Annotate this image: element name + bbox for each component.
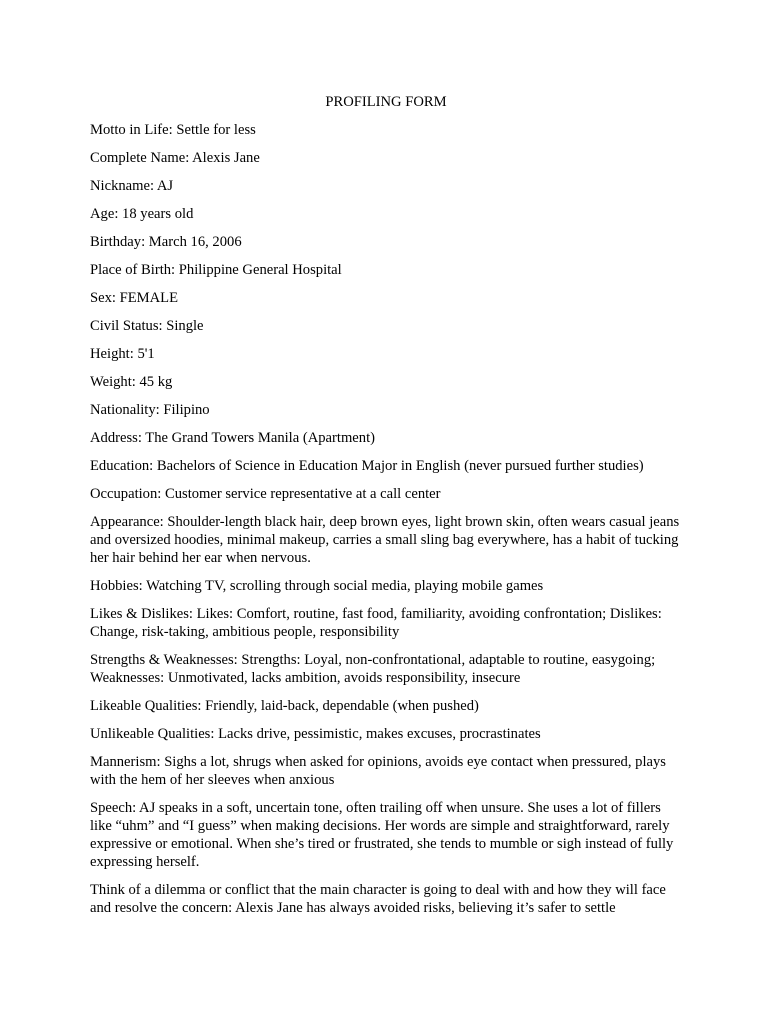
field-value: AJ [156,178,174,194]
field-height [90,345,682,363]
document-page [90,93,682,927]
field-value: FEMALE [119,290,178,306]
field-address [90,429,682,447]
field-label: Think of a dilemma or conflict that the main character is going to deal with and how they will face and resolve the concern: [90,882,666,916]
field-education [90,457,682,475]
field-label: Place of Birth: [90,262,176,278]
field-label: Hobbies: [90,578,143,594]
field-nickname [90,177,682,195]
field-label: Mannerism: [90,754,161,770]
field-value: Lacks drive, pessimistic, makes excuses, procrastinates [218,726,541,742]
field-value: 18 years old [122,206,194,222]
field-value: 45 kg [139,374,173,390]
field-speech [90,799,682,871]
field-age [90,205,682,223]
field-value: March 16, 2006 [148,234,242,250]
field-value: The Grand Towers Manila (Apartment) [145,430,375,446]
field-strengths-weaknesses [90,651,682,687]
field-label: Occupation: [90,486,162,502]
field-likeable-qualities [90,697,682,715]
field-label: Strengths & Weaknesses: [90,652,238,668]
field-label: Unlikeable Qualities: [90,726,215,742]
field-sex [90,289,682,307]
field-value: Alexis Jane has always avoided risks, believing it’s safer to settle [235,900,616,916]
field-label: Likeable Qualities: [90,698,202,714]
field-value: Philippine General Hospital [178,262,342,278]
field-mannerism [90,753,682,789]
field-value: Settle for less [176,122,256,138]
field-value: Single [166,318,204,334]
field-label: Complete Name: [90,150,190,166]
field-value: AJ speaks in a soft, uncertain tone, often trailing off when unsure. She uses a lot of fillers like “uhm” and “I guess” when making decisions. Her words are simple and straightforward, rarely expressive or emotional. When she’s tired or frustrated, she tends to mumble or sigh instead of fully expressing herself. [90,800,674,870]
field-dilemma [90,881,682,917]
field-label: Appearance: [90,514,164,530]
field-label: Address: [90,430,142,446]
field-label: Education: [90,458,154,474]
field-motto [90,121,682,139]
field-label: Nickname: [90,178,155,194]
field-civil-status [90,317,682,335]
field-label: Weight: [90,374,136,390]
field-value: Filipino [163,402,210,418]
field-likes-dislikes [90,605,682,641]
field-hobbies [90,577,682,595]
field-value: Likes: Comfort, routine, fast food, familiarity, avoiding confrontation; Dislikes: Change, risk-taking, ambitious people, responsibility [90,606,662,640]
field-value: 5'1 [137,346,155,362]
field-label: Likes & Dislikes: [90,606,193,622]
field-label: Age: [90,206,119,222]
field-value: Sighs a lot, shrugs when asked for opinions, avoids eye contact when pressured, plays with the hem of her sleeves when anxious [90,754,666,788]
field-weight [90,373,682,391]
field-value: Alexis Jane [192,150,260,166]
field-value: Bachelors of Science in Education Major in English (never pursued further studies) [156,458,644,474]
field-value: Customer service representative at a call center [164,486,441,502]
field-place-of-birth [90,261,682,279]
field-appearance [90,513,682,567]
field-value: Friendly, laid-back, dependable (when pushed) [205,698,479,714]
field-nationality [90,401,682,419]
field-value: Watching TV, scrolling through social media, playing mobile games [146,578,544,594]
field-label: Height: [90,346,134,362]
field-label: Civil Status: [90,318,163,334]
field-occupation [90,485,682,503]
field-label: Speech: [90,800,137,816]
field-unlikeable-qualities [90,725,682,743]
field-label: Motto in Life: [90,122,173,138]
field-label: Birthday: [90,234,146,250]
field-value: Shoulder-length black hair, deep brown eyes, light brown skin, often wears casual jeans and oversized hoodies, minimal makeup, carries a small sling bag everywhere, has a habit of tucking her hair behind her ear when nervous. [90,514,680,566]
form-title: PROFILING FORM [325,94,447,110]
field-complete-name [90,149,682,167]
field-value: Strengths: Loyal, non-confrontational, adaptable to routine, easygoing; Weaknesses: Unmotivated, lacks ambition, avoids responsibility, insecure [90,652,656,686]
field-birthday [90,233,682,251]
field-label: Nationality: [90,402,160,418]
field-label: Sex: [90,290,116,306]
